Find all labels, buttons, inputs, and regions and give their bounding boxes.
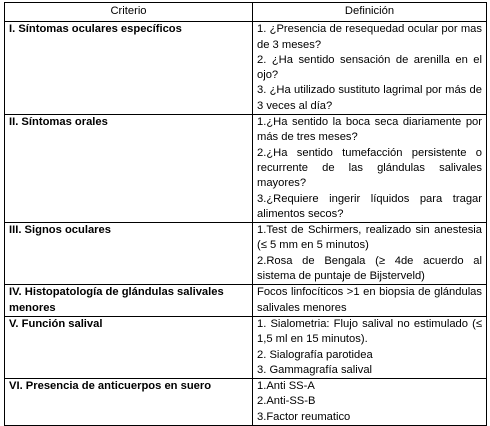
criterio-cell: III. Signos oculares xyxy=(5,223,253,285)
table-body xyxy=(5,22,487,426)
table-row xyxy=(5,22,487,115)
criterio-cell: IV. Histopatología de glándulas salivales menores xyxy=(5,285,253,317)
definicion-item: 3. Gammagrafía salival xyxy=(257,363,373,376)
criterio-cell: I. Síntomas oculares específicos xyxy=(5,22,253,115)
table-row xyxy=(5,316,487,378)
header-definicion: Definición xyxy=(253,3,487,22)
table-row xyxy=(5,379,487,426)
definicion-item: 2.¿Ha sentido tumefacción persistente o recurrente de las glándulas salivales mayores? xyxy=(257,146,482,190)
definicion-item: 3.Factor reumatico xyxy=(257,410,351,423)
header-row xyxy=(5,3,487,22)
definicion-cell xyxy=(253,316,487,378)
definicion-item: 2.Rosa de Bengala (≥ 4de acuerdo al sistema de puntaje de Bijsterveld) xyxy=(257,254,482,283)
definicion-item: Focos linfocíticos >1 en biopsia de glándulas salivales menores xyxy=(257,286,482,314)
table-row xyxy=(5,115,487,223)
definicion-item: 2. ¿Ha sentido sensación de arenilla en el ojo? xyxy=(257,53,482,82)
definicion-item: 3.¿Requiere ingerir líquidos para tragar alimentos secos? xyxy=(257,192,482,220)
definicion-item: 1. ¿Presencia de resequedad ocular por mas de 3 meses? xyxy=(257,23,482,51)
definicion-cell xyxy=(253,22,487,115)
criterio-cell: II. Síntomas orales xyxy=(5,115,253,223)
definicion-cell xyxy=(253,285,487,317)
criterio-cell: VI. Presencia de anticuerpos en suero xyxy=(5,379,253,426)
table-row xyxy=(5,285,487,317)
definicion-item: 1.¿Ha sentido la boca seca diariamente por más de tres meses? xyxy=(257,116,482,144)
definicion-item: 1. Sialometria: Flujo salival no estimulado (≤ 1,5 ml en 15 minutos). xyxy=(257,317,482,346)
definicion-cell xyxy=(253,379,487,426)
definicion-item: 3. ¿Ha utilizado sustituto lagrimal por más de 3 veces al día? xyxy=(257,84,482,112)
definicion-item: 2. Sialografía parotidea xyxy=(257,348,373,361)
definicion-item: 1.Anti SS-A xyxy=(257,380,315,393)
definicion-cell xyxy=(253,115,487,223)
table-row xyxy=(5,223,487,285)
header-criterio: Criterio xyxy=(5,3,253,22)
definicion-cell xyxy=(253,223,487,285)
definicion-item: 2.Anti-SS-B xyxy=(257,395,316,408)
definicion-item: 1.Test de Schirmers, realizado sin anestesia (≤ 5 mm en 5 minutos) xyxy=(257,224,482,252)
criterio-cell: V. Función salival xyxy=(5,316,253,378)
criteria-table xyxy=(4,2,487,426)
